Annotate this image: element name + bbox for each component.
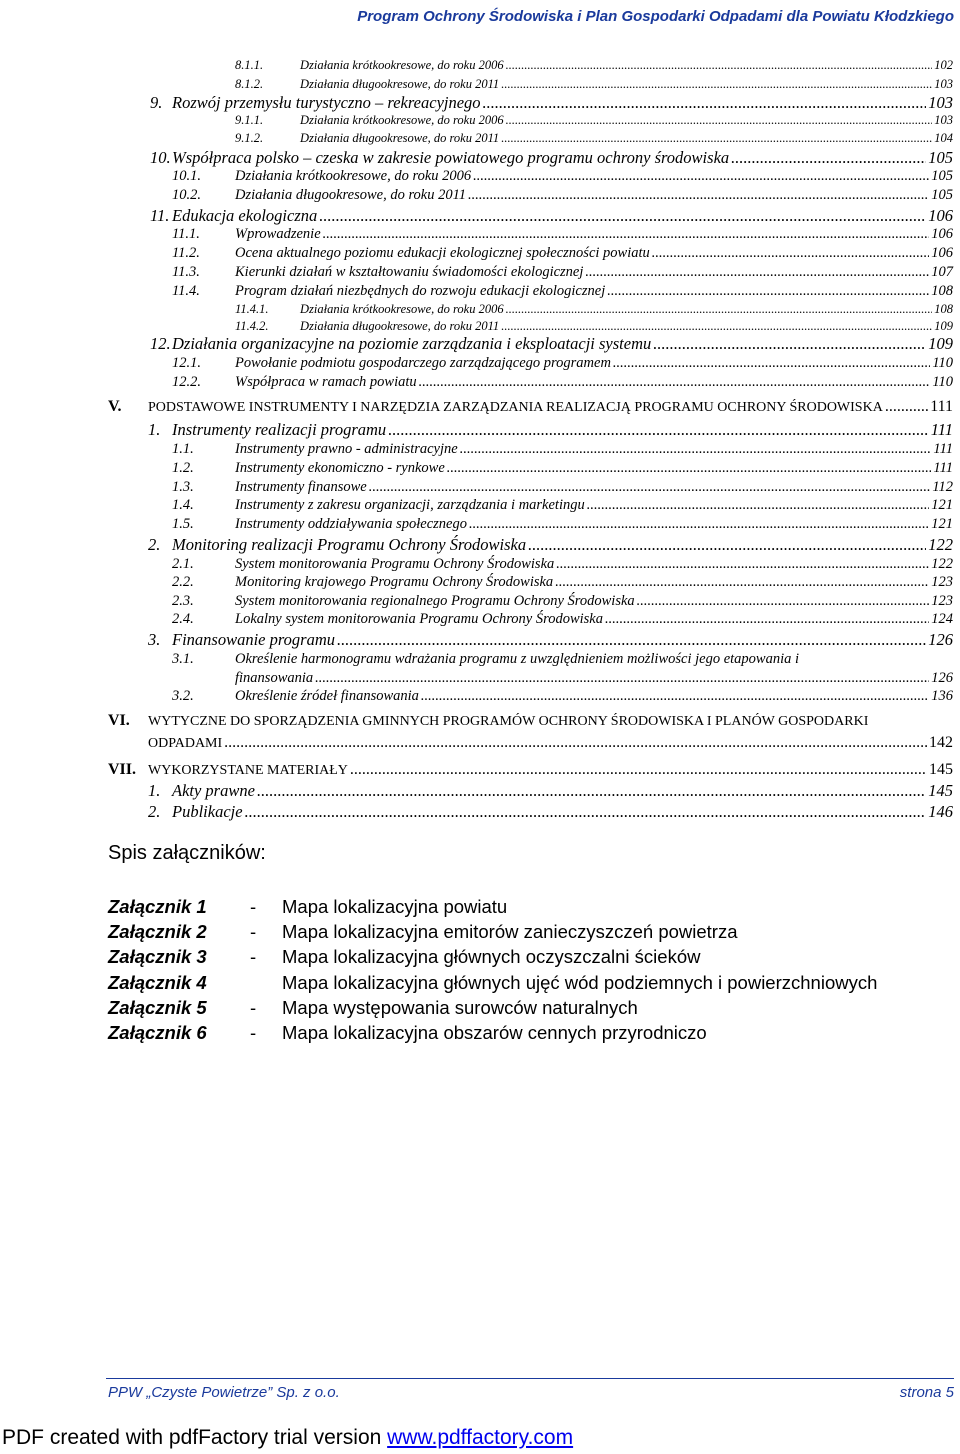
toc-number: VII. — [108, 761, 137, 778]
toc-entry[interactable] — [172, 479, 953, 496]
toc-number: VI. — [108, 712, 130, 729]
toc-leader — [501, 77, 932, 92]
toc-entry[interactable] — [172, 283, 953, 300]
toc-number: 11. — [150, 206, 170, 225]
toc-leader — [555, 574, 929, 591]
toc-number: 10.1. — [172, 168, 201, 184]
toc-title: Kierunki działań w kształtowaniu świadomości ekologicznej — [235, 264, 584, 280]
toc-entry[interactable] — [172, 374, 953, 391]
toc-title: Działania długookresowe, do roku 2011 — [300, 77, 500, 91]
toc-number: 1.2. — [172, 460, 194, 476]
attachment-label: Załącznik 1 — [108, 896, 207, 917]
toc-number: 2. — [148, 535, 161, 554]
toc-entry[interactable] — [172, 441, 953, 458]
toc-title: Lokalny system monitorowania Programu Ochrony Środowiska — [235, 611, 603, 627]
attachment-description: Mapa lokalizacyjna emitorów zanieczyszczeń powietrza — [282, 921, 738, 942]
toc-entry[interactable] — [172, 245, 953, 262]
pdf-watermark-text: PDF created with pdfFactory trial version — [2, 1426, 388, 1449]
toc-page: 105 — [928, 148, 953, 167]
toc-leader — [323, 226, 930, 243]
toc-number: 9.1.1. — [235, 113, 264, 127]
toc-leader — [388, 420, 929, 440]
toc-page: 109 — [928, 334, 953, 353]
pdf-watermark — [2, 1426, 573, 1450]
toc-title: Program działań niezbędnych do rozwoju edukacji ekologicznej — [235, 283, 606, 299]
toc-chapter-entry-continuation[interactable] — [148, 734, 953, 752]
toc-leader — [731, 148, 926, 168]
toc-page: 105 — [931, 168, 953, 184]
toc-title: Instrumenty z zakresu organizacji, zarządzania i marketingu — [235, 497, 585, 513]
attachment-dash: - — [250, 921, 257, 942]
toc-page: 108 — [931, 283, 953, 299]
toc-title: Działania krótkookresowe, do roku 2006 — [300, 302, 504, 316]
attachment-item — [108, 896, 507, 918]
toc-number: 12. — [150, 334, 171, 353]
toc-entry[interactable] — [235, 302, 953, 317]
toc-entry[interactable] — [150, 334, 953, 354]
toc-number: 10. — [150, 148, 171, 167]
toc-number: 2.1. — [172, 556, 194, 572]
toc-number: 8.1.1. — [235, 58, 264, 72]
toc-title: Akty prawne — [172, 781, 255, 800]
toc-leader — [501, 131, 932, 146]
toc-page: 142 — [929, 734, 953, 751]
attachment-item — [108, 972, 877, 994]
attachment-description: Mapa lokalizacyjna głównych ujęć wód podziemnych i powierzchniowych — [282, 972, 878, 993]
toc-leader — [447, 460, 932, 477]
toc-entry[interactable] — [172, 168, 953, 185]
toc-page: 126 — [928, 630, 953, 649]
toc-leader — [885, 398, 928, 416]
toc-number: 12.1. — [172, 355, 201, 371]
toc-number: 11.4.1. — [235, 302, 269, 316]
toc-leader — [506, 58, 933, 73]
toc-entry[interactable] — [172, 264, 953, 281]
toc-title: Określenie harmonogramu wdrażania programu z uwzględnieniem możliwości jego etapowania i — [235, 651, 800, 667]
toc-number: 12.2. — [172, 374, 201, 390]
toc-number: 11.4.2. — [235, 319, 269, 333]
toc-page: 103 — [934, 77, 953, 91]
toc-leader — [637, 593, 930, 610]
toc-entry-continuation[interactable] — [235, 670, 953, 687]
toc-entry[interactable] — [235, 131, 953, 146]
toc-leader — [473, 168, 929, 185]
toc-title: Monitoring realizacji Programu Ochrony Środowiska — [172, 535, 527, 554]
toc-title: Działania krótkookresowe, do roku 2006 — [300, 58, 504, 72]
toc-number: V. — [108, 398, 122, 415]
toc-leader — [506, 113, 933, 128]
attachment-description: Mapa lokalizacyjna powiatu — [282, 896, 508, 917]
toc-leader — [528, 535, 926, 555]
toc-title: PODSTAWOWE INSTRUMENTY I NARZĘDZIA ZARZĄDZANIA REALIZACJĄ PROGRAMU OCHRONY ŚRODOWISKA — [148, 400, 883, 415]
toc-entry[interactable] — [150, 148, 953, 168]
toc-page: 110 — [932, 374, 953, 390]
toc-number: 1. — [148, 781, 161, 800]
attachment-dash — [250, 972, 282, 994]
toc-page: 106 — [928, 206, 953, 225]
toc-title: Określenie źródeł finansowania — [235, 688, 419, 704]
toc-title: Instrumenty prawno - administracyjne — [235, 441, 458, 457]
toc-page: 121 — [931, 497, 953, 513]
toc-entry[interactable] — [150, 93, 953, 113]
toc-page: 124 — [931, 611, 953, 627]
toc-entry[interactable] — [235, 77, 953, 92]
attachment-dash: - — [250, 997, 257, 1018]
toc-number: 11.2. — [172, 245, 200, 261]
attachment-dash: - — [250, 1022, 257, 1043]
toc-number: 3.1. — [172, 651, 194, 667]
toc-entry[interactable] — [172, 355, 953, 372]
toc-entry[interactable] — [172, 460, 953, 477]
toc-entry[interactable] — [172, 187, 953, 204]
toc-entry[interactable] — [148, 781, 953, 801]
toc-leader — [587, 497, 930, 514]
toc-title-continuation: ODPADAMI — [148, 736, 223, 751]
toc-title: WYKORZYSTANE MATERIAŁY — [148, 763, 348, 778]
toc-entry[interactable] — [172, 574, 953, 591]
toc-leader — [501, 319, 932, 334]
attachment-label: Załącznik 4 — [108, 972, 207, 993]
toc-number: 2. — [148, 802, 161, 821]
toc-title: Działania długookresowe, do roku 2011 — [300, 319, 500, 333]
toc-title: Działania krótkookresowe, do roku 2006 — [300, 113, 504, 127]
toc-leader — [613, 355, 930, 372]
toc-number: 2.3. — [172, 593, 194, 609]
toc-title: System monitorowania Programu Ochrony Środowiska — [235, 556, 555, 572]
toc-title: Edukacja ekologiczna — [172, 206, 318, 225]
toc-entry-first-line[interactable] — [172, 651, 953, 668]
toc-title: Działania długookresowe, do roku 2011 — [300, 131, 500, 145]
toc-title: Instrumenty ekonomiczno - rynkowe — [235, 460, 445, 476]
pdf-watermark-link[interactable]: www.pdffactory.com — [387, 1426, 574, 1449]
toc-page: 111 — [930, 420, 953, 439]
toc-title: Działania krótkookresowe, do roku 2006 — [235, 168, 472, 184]
toc-number: 2.4. — [172, 611, 194, 627]
attachment-item — [108, 946, 700, 968]
attachment-label: Załącznik 6 — [108, 1022, 207, 1043]
toc-leader — [468, 187, 929, 204]
toc-number: 9. — [150, 93, 163, 112]
toc-leader — [257, 781, 926, 801]
footer-page-number: strona 5 — [899, 1384, 954, 1401]
toc-page: 145 — [929, 761, 953, 778]
toc-number: 1.1. — [172, 441, 194, 457]
toc-number: 11.3. — [172, 264, 200, 280]
toc-page: 123 — [931, 574, 953, 590]
toc-leader — [337, 630, 926, 650]
toc-entry[interactable] — [150, 206, 953, 226]
toc-title: Wprowadzenie — [235, 226, 321, 242]
toc-entry[interactable] — [148, 420, 953, 440]
toc-number: 9.1.2. — [235, 131, 264, 145]
toc-leader — [653, 334, 926, 354]
toc-page: 146 — [928, 802, 953, 821]
toc-page: 122 — [928, 535, 953, 554]
toc-entry[interactable] — [172, 611, 953, 628]
toc-page: 111 — [930, 398, 953, 415]
toc-page: 136 — [931, 688, 953, 704]
toc-page: 107 — [931, 264, 953, 280]
toc-leader — [315, 670, 929, 687]
toc-leader — [469, 516, 929, 533]
toc-number: 11.1. — [172, 226, 200, 242]
toc-entry[interactable] — [172, 497, 953, 514]
toc-page: 106 — [931, 226, 953, 242]
attachment-description: Mapa lokalizacyjna głównych oczyszczalni ścieków — [282, 946, 701, 967]
toc-title: Ocena aktualnego poziomu edukacji ekologicznej społeczności powiatu — [235, 245, 650, 261]
toc-page: 106 — [931, 245, 953, 261]
attachment-item — [108, 997, 638, 1019]
toc-entry[interactable] — [172, 556, 953, 573]
toc-leader — [556, 556, 929, 573]
toc-page: 105 — [931, 187, 953, 203]
toc-leader — [369, 479, 931, 496]
toc-entry[interactable] — [235, 319, 953, 334]
toc-chapter-entry[interactable] — [108, 761, 953, 779]
toc-chapter-entry-first-line[interactable] — [108, 712, 953, 730]
footer-divider — [106, 1378, 954, 1379]
toc-page: 126 — [931, 670, 953, 686]
toc-title: Rozwój przemysłu turystyczno – rekreacyjnego — [172, 93, 481, 112]
toc-entry[interactable] — [172, 593, 953, 610]
toc-leader — [605, 611, 929, 628]
toc-leader — [607, 283, 929, 300]
toc-page: 103 — [928, 93, 953, 112]
toc-page: 145 — [928, 781, 953, 800]
toc-entry[interactable] — [235, 58, 953, 73]
document-header: Program Ochrony Środowiska i Plan Gospodarki Odpadami dla Powiatu Kłodzkiego — [357, 8, 954, 25]
toc-leader — [419, 374, 931, 391]
toc-number: 1.5. — [172, 516, 194, 532]
toc-entry[interactable] — [148, 802, 953, 822]
toc-page: 123 — [931, 593, 953, 609]
toc-page: 104 — [934, 131, 953, 145]
toc-entry[interactable] — [172, 226, 953, 243]
toc-leader — [245, 802, 927, 822]
attachments-heading: Spis załączników: — [108, 842, 266, 864]
toc-entry[interactable] — [172, 688, 953, 705]
toc-entry[interactable] — [172, 516, 953, 533]
attachment-item — [108, 921, 738, 943]
toc-title-continuation: finansowania — [235, 670, 314, 686]
toc-entry[interactable] — [148, 630, 953, 650]
toc-entry[interactable] — [235, 113, 953, 128]
attachment-item — [108, 1022, 707, 1044]
toc-leader — [350, 761, 927, 779]
toc-page: 112 — [932, 479, 953, 495]
toc-number: 10.2. — [172, 187, 201, 203]
toc-leader — [585, 264, 929, 281]
toc-title: Działania organizacyjne na poziomie zarządzania i eksploatacji systemu — [172, 334, 652, 353]
toc-number: 3. — [148, 630, 161, 649]
toc-page: 108 — [934, 302, 953, 316]
toc-leader — [506, 302, 933, 317]
toc-page: 110 — [932, 355, 953, 371]
attachment-dash: - — [250, 896, 257, 917]
toc-number: 1.4. — [172, 497, 194, 513]
toc-title: Powołanie podmiotu gospodarczego zarządzającego programem — [235, 355, 611, 371]
footer-company: PPW „Czyste Powietrze” Sp. z o.o. — [108, 1384, 340, 1401]
toc-leader — [421, 688, 929, 705]
toc-entry[interactable] — [148, 535, 953, 555]
attachment-label: Załącznik 3 — [108, 946, 207, 967]
toc-number: 1. — [148, 420, 161, 439]
toc-leader — [483, 93, 927, 113]
toc-page: 111 — [933, 441, 953, 457]
toc-page: 121 — [931, 516, 953, 532]
toc-title: Działania długookresowe, do roku 2011 — [235, 187, 467, 203]
toc-leader — [460, 441, 932, 458]
toc-number: 1.3. — [172, 479, 194, 495]
toc-leader — [319, 206, 926, 226]
toc-leader — [224, 734, 927, 752]
toc-number: 2.2. — [172, 574, 194, 590]
toc-chapter-entry[interactable] — [108, 398, 953, 416]
toc-title: System monitorowania regionalnego Programu Ochrony Środowiska — [235, 593, 635, 609]
attachment-label: Załącznik 5 — [108, 997, 207, 1018]
attachment-dash: - — [250, 946, 257, 967]
toc-title: Współpraca polsko – czeska w zakresie powiatowego programu ochrony środowiska — [172, 148, 730, 167]
toc-title: Współpraca w ramach powiatu — [235, 374, 417, 390]
toc-title: Finansowanie programu — [172, 630, 336, 649]
toc-title: Instrumenty finansowe — [235, 479, 367, 495]
toc-page: 109 — [934, 319, 953, 333]
attachment-description: Mapa lokalizacyjna obszarów cennych przyrodniczo — [282, 1022, 707, 1043]
toc-title: WYTYCZNE DO SPORZĄDZENIA GMINNYCH PROGRAMÓW OCHRONY ŚRODOWISKA I PLANÓW GOSPODARKI — [148, 714, 869, 729]
toc-page: 102 — [934, 58, 953, 72]
toc-page: 122 — [931, 556, 953, 572]
toc-page: 111 — [933, 460, 953, 476]
toc-number: 8.1.2. — [235, 77, 264, 91]
toc-title: Instrumenty realizacji programu — [172, 420, 387, 439]
attachment-description: Mapa występowania surowców naturalnych — [282, 997, 638, 1018]
toc-title: Monitoring krajowego Programu Ochrony Środowiska — [235, 574, 554, 590]
toc-number: 3.2. — [172, 688, 194, 704]
toc-number: 11.4. — [172, 283, 200, 299]
toc-leader — [652, 245, 929, 262]
toc-title: Instrumenty oddziaływania społecznego — [235, 516, 467, 532]
toc-title: Publikacje — [172, 802, 243, 821]
attachment-label: Załącznik 2 — [108, 921, 207, 942]
toc-page: 103 — [934, 113, 953, 127]
